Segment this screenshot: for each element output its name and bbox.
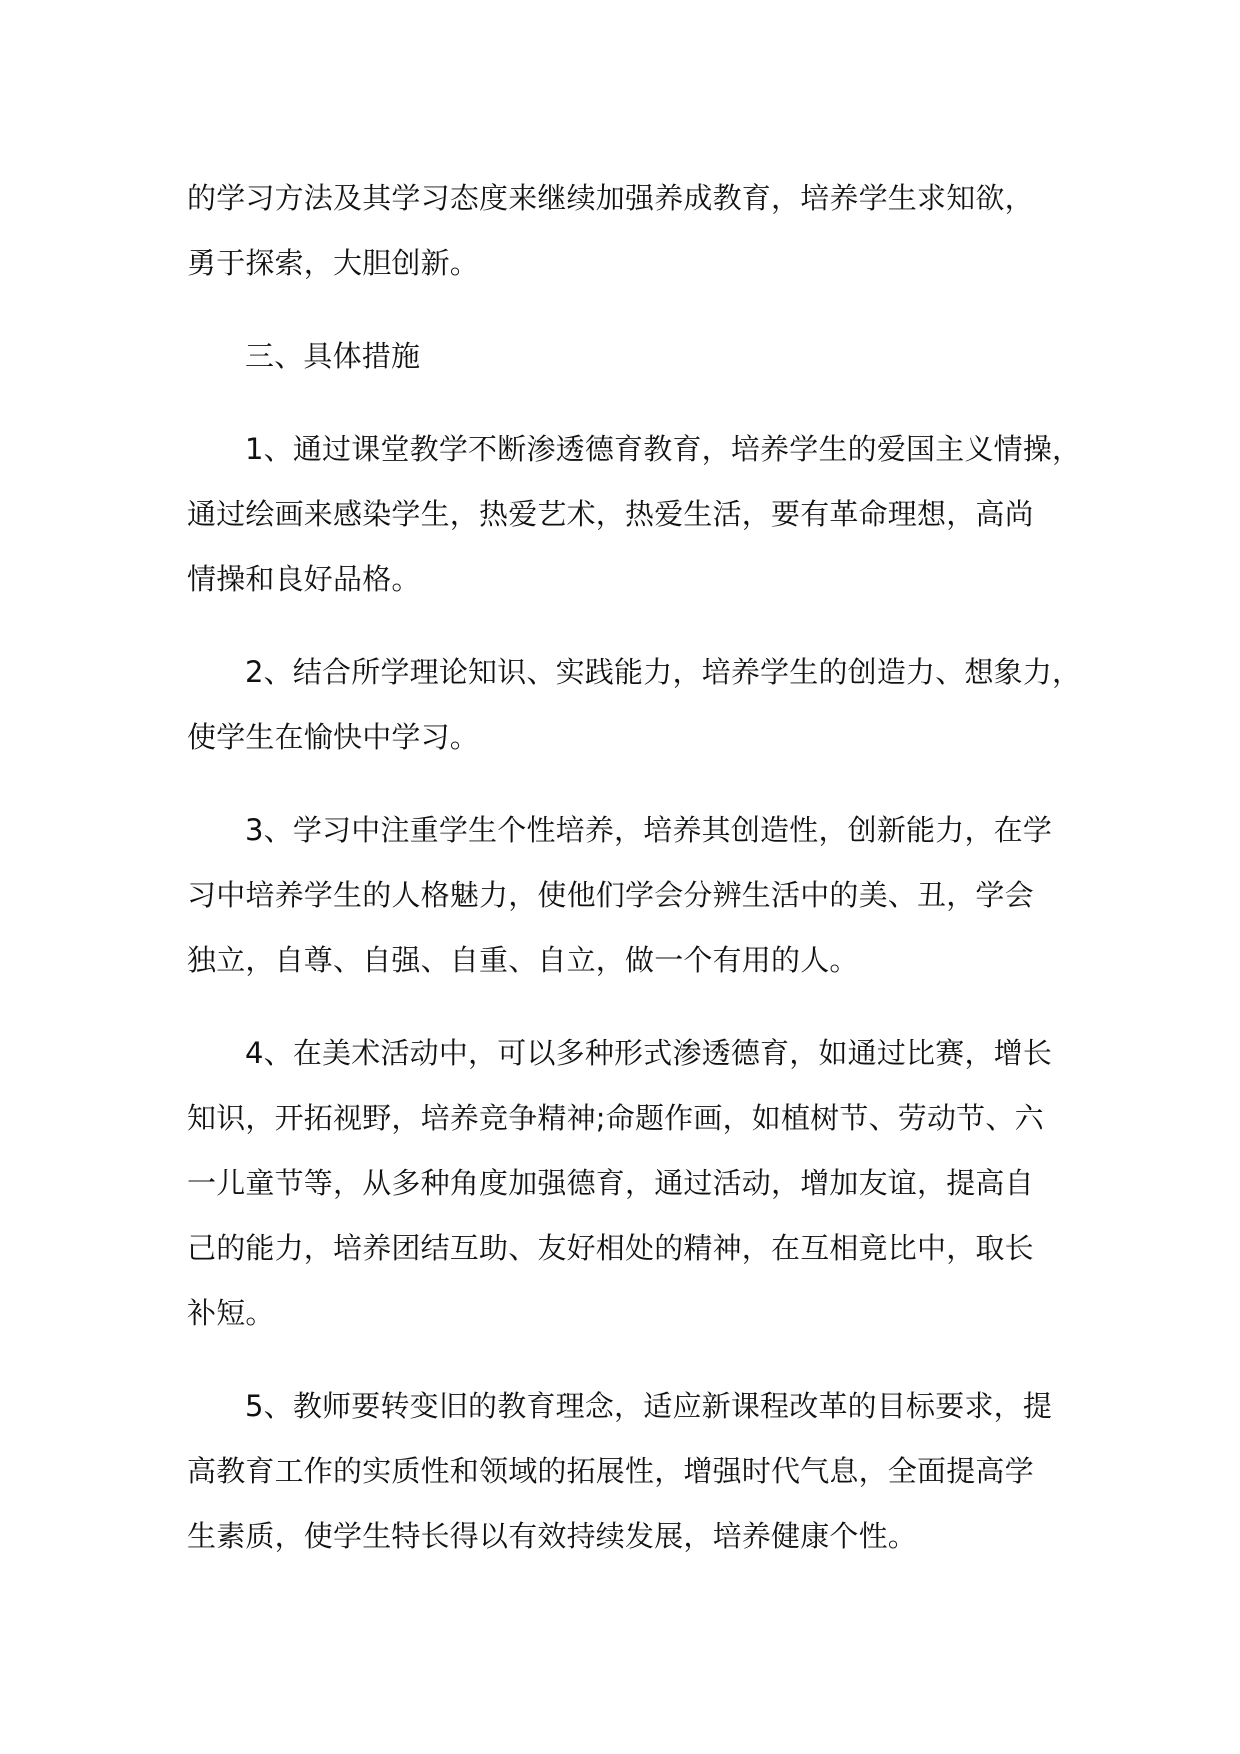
measure-item-5: 5、教师要转变旧的教育理念，适应新课程改革的目标要求，提 高教育工作的实质性和领域的拓展性，增强时代气息，全面提高学 生素质，使学生特长得以有效持续发展，培养健康个性。 [187,1389,1053,1553]
measure-item-4: 4、在美术活动中，可以多种形式渗透德育，如通过比赛，增长 知识，开拓视野，培养竞争精神;命题作画，如植树节、劳动节、六 一儿童节等，从多种角度加强德育，通过活动，增加友谊，提高自 己的能力，培养团结互助、友好相处的精神，在互相竟比中，取长 补短。 [187,1036,1053,1330]
measure-item-3: 3、学习中注重学生个性培养，培养其创造性，创新能力，在学 习中培养学生的人格魅力，使他们学会分辨生活中的美、丑，学会 独立，自尊、自强、自重、自立，做一个有用的人。 [187,813,1053,977]
measure-item-2: 2、结合所学理论知识、实践能力，培养学生的创造力、想象力， 使学生在愉快中学习。 [187,655,1082,754]
measure-item-1: 1、通过课堂教学不断渗透德育教育，培养学生的爱国主义情操， 通过绘画来感染学生，热爱艺术，热爱生活，要有革命理想，高尚 情操和良好品格。 [187,432,1082,596]
paragraph-continuation: 的学习方法及其学习态度来继续加强养成教育，培养学生求知欲， 勇于探索，大胆创新。 [187,181,1034,280]
section-heading-measures: 三、具体措施 [245,339,421,373]
document-body [187,166,1087,1569]
